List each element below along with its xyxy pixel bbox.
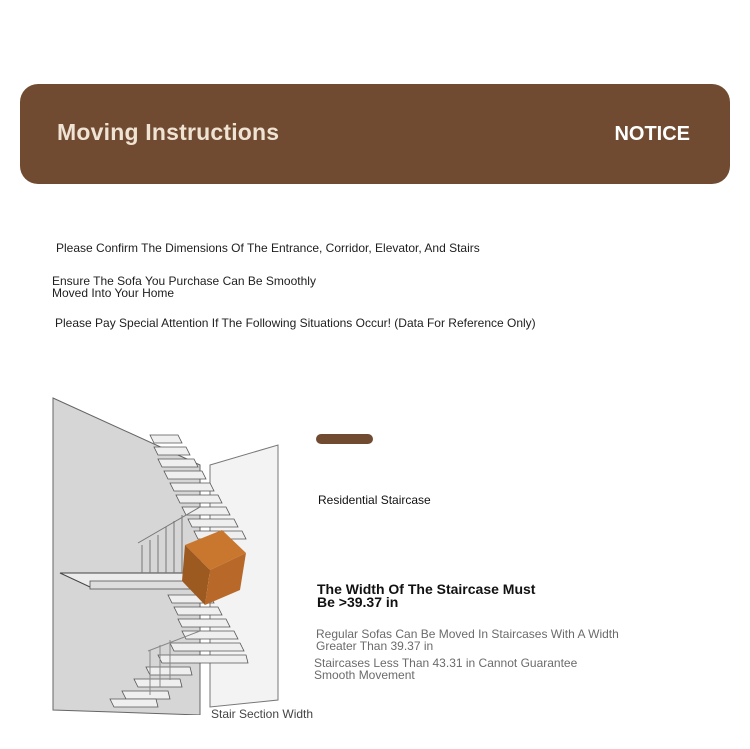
staircase-illustration — [50, 395, 285, 715]
illustration-caption: Stair Section Width — [211, 707, 314, 721]
width-requirement-headline: The Width Of The Staircase Must Be >39.37 in — [317, 581, 536, 610]
accent-bar — [316, 434, 373, 444]
header-banner — [20, 84, 730, 184]
page-title: Moving Instructions — [57, 119, 280, 145]
intro-line-attention: Please Pay Special Attention If The Following Situations Occur! (Data For Reference Only) — [55, 316, 536, 330]
notice-label: NOTICE — [614, 123, 690, 145]
intro-line-dimensions: Please Confirm The Dimensions Of The Entrance, Corridor, Elevator, And Stairs — [56, 241, 480, 255]
intro-line-sofa: Ensure The Sofa You Purchase Can Be Smoothly Moved Into Your Home — [52, 274, 316, 300]
narrow-staircase-note: Staircases Less Than 43.31 in Cannot Guarantee Smooth Movement — [314, 656, 578, 682]
regular-sofa-note: Regular Sofas Can Be Moved In Staircases With A Width Greater Than 39.37 in — [316, 627, 619, 653]
section-subheading: Residential Staircase — [318, 493, 431, 507]
